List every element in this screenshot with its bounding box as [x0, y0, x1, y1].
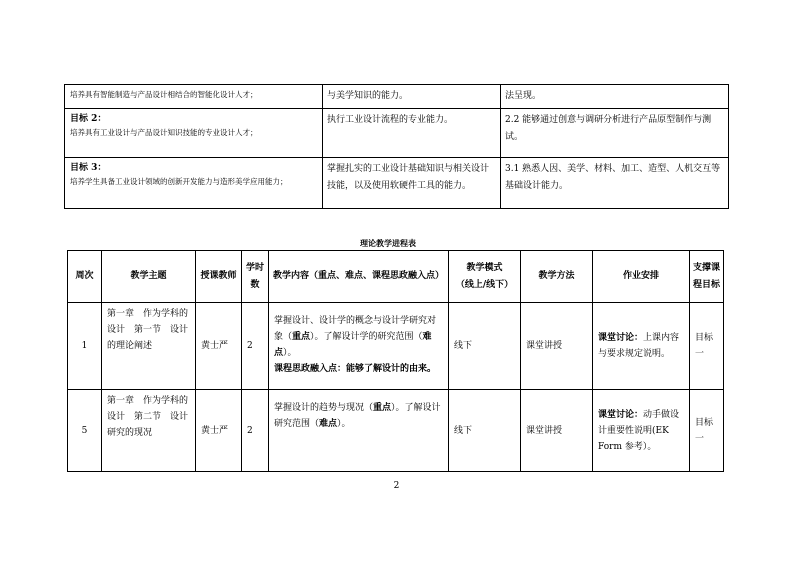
content-text: 掌握设计、设计学的概念与设计学研究对象（ — [274, 316, 437, 342]
page-number: 2 — [393, 481, 400, 491]
homework-label: 课堂讨论： — [598, 333, 644, 343]
header-content: 教学内容（重点、难点、课程思政融入点） — [269, 251, 449, 303]
support-cell: 目标一 — [690, 303, 724, 390]
ideology-point: 课程思政融入点：能够了解设计的由来。 — [274, 364, 437, 374]
ability-cell: 执行工业设计流程的专业能力。 — [323, 109, 501, 158]
header-mode-line2: （线上/线下） — [455, 279, 514, 290]
difficulty-label: 难点 — [274, 332, 432, 358]
topic-cell: 第一章 作为学科的设计 第一节 设计的理论阐述 — [102, 303, 196, 390]
indicator-cell: 3.1 熟悉人因、美学、材料、加工、造型、人机交互等基础设计能力。 — [501, 158, 729, 209]
goals-table — [64, 84, 729, 209]
key-point-label: 重点 — [373, 403, 392, 413]
goal-cell — [65, 85, 323, 109]
week-cell: 1 — [68, 303, 102, 390]
hours-cell: 2 — [242, 303, 269, 390]
difficulty-label: 难点 — [319, 419, 338, 429]
schedule-table — [67, 250, 724, 472]
teacher-cell: 黄士严 — [196, 303, 242, 390]
content-text: ）。了解设计研究范围（ — [274, 403, 441, 429]
goal-desc: 培养学生具备工业设计领域的创新开发能力与造形美学应用能力； — [70, 177, 288, 186]
header-topic: 教学主题 — [102, 251, 196, 303]
header-homework: 作业安排 — [593, 251, 690, 303]
homework-text: 上课内容与要求规定说明。 — [598, 333, 680, 359]
table-row — [68, 303, 724, 390]
homework-label: 课堂讨论： — [598, 409, 644, 420]
table-row — [68, 390, 724, 472]
homework-text: 动手做设计重要性说明(EK Form 参考）。 — [598, 409, 680, 452]
content-text: 掌握设计的趋势与现况（ — [274, 403, 374, 413]
indicator-cell: 2.2 能够通过创意与调研分析进行产品原型制作与测试。 — [501, 109, 729, 158]
header-support: 支撑课程目标 — [690, 251, 724, 303]
mode-cell: 线下 — [449, 303, 521, 390]
content-text: ）。了解设计学的研究范围（ — [310, 332, 423, 342]
goals-row — [65, 109, 729, 158]
ability-cell: 与美学知识的能力。 — [323, 85, 501, 109]
ability-cell: 掌握扎实的工业设计基础知识与相关设计技能，以及使用软硬件工具的能力。 — [323, 158, 501, 209]
goals-row — [65, 158, 729, 209]
goal-cell — [65, 158, 323, 209]
key-point-label: 重点 — [292, 332, 311, 342]
method-cell: 课堂讲授 — [521, 390, 593, 472]
goal-cell — [65, 109, 323, 158]
header-week: 周次 — [68, 251, 102, 303]
homework-cell — [593, 390, 690, 472]
header-hours: 学时数 — [242, 251, 269, 303]
goal-title: 目标 3： — [70, 163, 107, 173]
goal-title: 目标 2： — [70, 114, 107, 124]
goal-desc: 培养具有智能制造与产品设计相结合的智能化设计人才； — [70, 90, 258, 99]
header-teacher: 授课教师 — [196, 251, 242, 303]
homework-cell — [593, 303, 690, 390]
topic-cell: 第一章 作为学科的设计 第二节 设计研究的现况 — [102, 390, 196, 472]
week-cell: 5 — [68, 390, 102, 472]
content-text: ）。 — [283, 348, 297, 358]
schedule-header-row — [68, 251, 724, 303]
goal-desc: 培养具有工业设计与产品设计知识技能的专业设计人才； — [70, 128, 258, 137]
hours-cell: 2 — [242, 390, 269, 472]
indicator-cell: 法呈现。 — [501, 85, 729, 109]
mode-cell: 线下 — [449, 390, 521, 472]
header-mode-line1: 教学模式 — [466, 262, 503, 273]
header-method: 教学方法 — [521, 251, 593, 303]
content-cell — [269, 303, 449, 390]
teacher-cell: 黄士严 — [196, 390, 242, 472]
content-text: ）。 — [337, 419, 351, 429]
support-cell: 目标一 — [690, 390, 724, 472]
content-cell — [269, 390, 449, 472]
schedule-caption: 理论教学进程表 — [360, 238, 416, 248]
method-cell: 课堂讲授 — [521, 303, 593, 390]
header-mode — [449, 251, 521, 303]
goals-row — [65, 85, 729, 109]
